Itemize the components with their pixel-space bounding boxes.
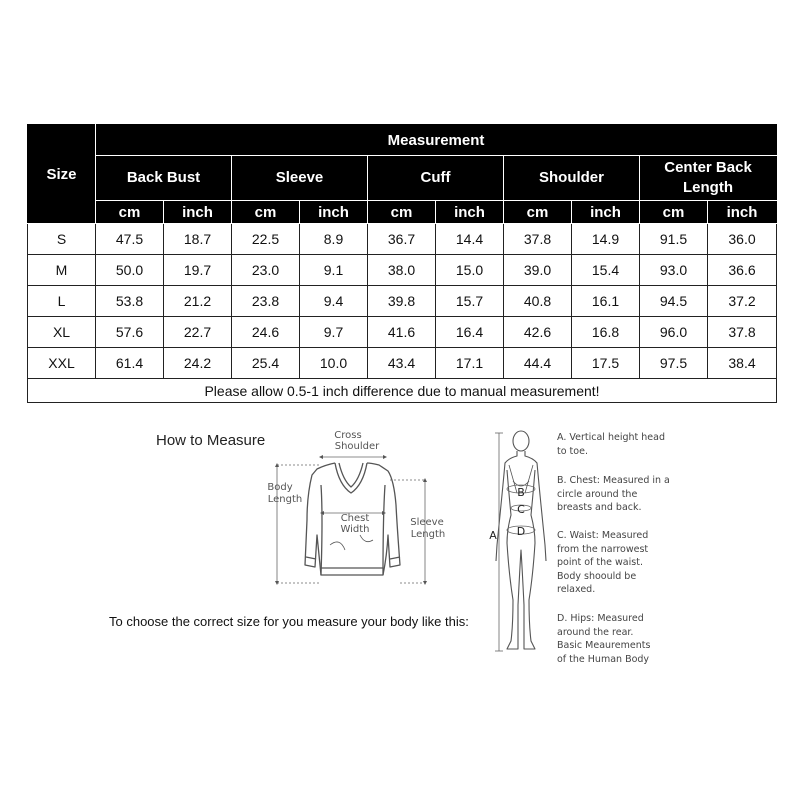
measurement-cell: 14.4 [436,224,504,255]
measurement-cell: 21.2 [164,286,232,317]
cross-shoulder-label-2: Shoulder [334,441,380,452]
measurement-cell: 19.7 [164,255,232,286]
table-row [28,286,777,317]
unit-header: cm [640,201,708,224]
measurement-cell: 18.7 [164,224,232,255]
body-letter-d: D [516,525,526,538]
measurement-cell: 15.0 [436,255,504,286]
measurement-cell: 23.8 [232,286,300,317]
measurement-cell: 43.4 [368,348,436,379]
table-row [28,224,777,255]
measurement-cell: 96.0 [640,317,708,348]
body-letter-b: B [517,486,525,499]
size-cell: XL [28,317,96,348]
instruction-text: To choose the correct size for you measure your body like this: [109,614,469,629]
measurement-cell: 94.5 [640,286,708,317]
chest-width-label-1: Chest [340,513,370,524]
measurement-cell: 16.1 [572,286,640,317]
unit-header: inch [708,201,777,224]
body-letter-a: A [489,529,497,542]
measurement-cell: 22.7 [164,317,232,348]
measurement-cell: 50.0 [96,255,164,286]
measurement-cell: 36.7 [368,224,436,255]
measurement-cell: 9.4 [300,286,368,317]
measurement-cell: 14.9 [572,224,640,255]
cross-shoulder-label-1: Cross [334,430,362,441]
chest-width-label-2: Width [340,524,370,535]
measurement-cell: 24.2 [164,348,232,379]
measurement-cell: 38.0 [368,255,436,286]
unit-header: inch [300,201,368,224]
measurement-cell: 16.8 [572,317,640,348]
measurement-cell: 25.4 [232,348,300,379]
measurement-cell: 36.6 [708,255,777,286]
measurement-cell: 10.0 [300,348,368,379]
measurement-cell: 17.1 [436,348,504,379]
measurement-cell: 39.0 [504,255,572,286]
table-row [28,255,777,286]
body-letter-c: C [517,503,525,516]
unit-header: inch [436,201,504,224]
measurement-cell: 47.5 [96,224,164,255]
measurement-cell: 17.5 [572,348,640,379]
measurement-cell: 15.4 [572,255,640,286]
size-chart-table [27,124,777,403]
table-row [28,348,777,379]
measurement-note: Please allow 0.5-1 inch difference due to manual measurement! [28,379,777,403]
size-cell: L [28,286,96,317]
unit-header: inch [164,201,232,224]
sleeve-length-label-1: Sleeve [410,517,444,528]
measurement-cell: 15.7 [436,286,504,317]
unit-header: cm [368,201,436,224]
group-header-back-bust: Back Bust [96,156,232,201]
measurement-cell: 9.7 [300,317,368,348]
measurement-cell: 37.8 [708,317,777,348]
measurement-cell: 44.4 [504,348,572,379]
legend-item-d: D. Hips: Measured around the rear. Basic Meaurements of the Human Body [557,613,651,665]
measurement-cell: 53.8 [96,286,164,317]
unit-header: cm [232,201,300,224]
legend-item-a: A. Vertical height head to toe. [557,432,665,457]
size-cell: XXL [28,348,96,379]
measurement-cell: 24.6 [232,317,300,348]
body-length-label-2: Length [267,494,303,505]
measurement-cell: 36.0 [708,224,777,255]
unit-header: inch [572,201,640,224]
group-header-sleeve: Sleeve [232,156,368,201]
measurement-cell: 38.4 [708,348,777,379]
measurement-cell: 9.1 [300,255,368,286]
legend-item-b: B. Chest: Measured in a circle around the breasts and back. [557,475,670,513]
group-header-cuff: Cuff [368,156,504,201]
measurement-cell: 42.6 [504,317,572,348]
sleeve-length-label-2: Length [410,529,446,540]
body-diagram [485,425,555,660]
table-row [28,317,777,348]
measurement-cell: 91.5 [640,224,708,255]
measurement-cell: 37.2 [708,286,777,317]
measurement-cell: 23.0 [232,255,300,286]
size-cell: M [28,255,96,286]
table-body [28,224,777,379]
measurement-cell: 37.8 [504,224,572,255]
measurement-cell: 41.6 [368,317,436,348]
unit-header: cm [504,201,572,224]
measurement-cell: 22.5 [232,224,300,255]
group-header-shoulder: Shoulder [504,156,640,201]
body-length-label-1: Body [267,482,293,493]
measurement-cell: 93.0 [640,255,708,286]
legend-item-c: C. Waist: Measured from the narrowest point of the waist. Body shoould be relaxed. [557,530,649,595]
measurement-cell: 16.4 [436,317,504,348]
unit-header: cm [96,201,164,224]
size-cell: S [28,224,96,255]
measurement-header: Measurement [96,125,777,156]
measurement-cell: 39.8 [368,286,436,317]
group-header-center-back-length: Center Back Length [640,156,777,201]
size-header: Size [28,125,96,224]
measurement-cell: 8.9 [300,224,368,255]
measurement-cell: 57.6 [96,317,164,348]
shirt-diagram [255,425,460,590]
measurement-cell: 97.5 [640,348,708,379]
human-body-icon [496,431,546,649]
measurement-cell: 61.4 [96,348,164,379]
how-to-measure-title: How to Measure [156,432,266,449]
measurement-cell: 40.8 [504,286,572,317]
